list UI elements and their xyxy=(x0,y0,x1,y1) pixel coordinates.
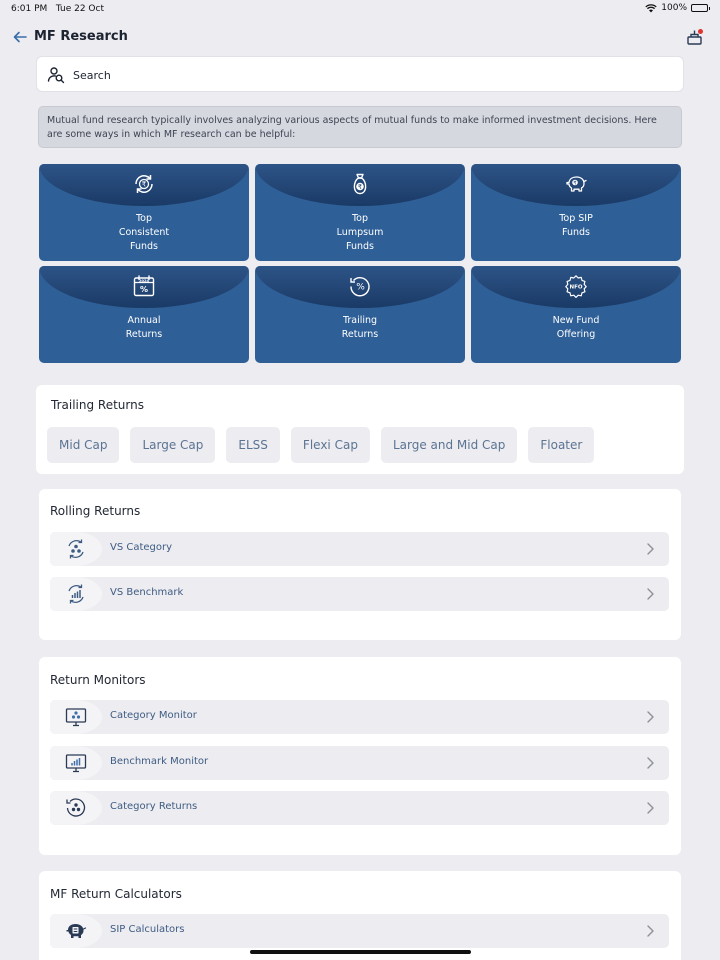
chevron-right-icon xyxy=(643,924,657,938)
monitor-category-icon xyxy=(65,706,87,728)
intro-text: Mutual fund research typically involves analyzing various aspects of mutual funds to make informed investment decisions. Here are some ways in which MF research can be helpful: xyxy=(38,106,682,148)
category-cycle-icon xyxy=(65,538,87,560)
chevron-right-icon xyxy=(643,710,657,724)
svg-text:%: % xyxy=(356,282,365,293)
section-title: Rolling Returns xyxy=(50,504,141,518)
nfo-badge-icon xyxy=(564,274,588,298)
broadcast-icon[interactable] xyxy=(686,28,704,46)
calendar-2024-icon xyxy=(132,274,156,298)
row-sip-calculators[interactable] xyxy=(50,914,669,948)
rupee-refresh-icon xyxy=(132,172,156,196)
piggy-calculator-icon xyxy=(65,920,87,942)
row-vs-benchmark[interactable] xyxy=(50,577,669,611)
row-label: VS Category xyxy=(110,542,173,553)
tile-label: New Fund Offering xyxy=(552,315,600,340)
row-category-returns[interactable] xyxy=(50,791,669,825)
money-bag-icon xyxy=(348,172,372,196)
wifi-icon xyxy=(645,4,657,13)
battery-percent: 100% xyxy=(661,3,687,13)
nav-bar xyxy=(0,24,720,50)
page-title: MF Research xyxy=(34,29,128,44)
svg-text:₹: ₹ xyxy=(573,180,577,187)
search-bar[interactable] xyxy=(36,56,684,92)
tile-label: Top Lumpsum Funds xyxy=(336,213,384,252)
return-calculators-card xyxy=(39,871,681,960)
chip-floater[interactable]: Floater xyxy=(528,427,594,463)
trailing-returns-card xyxy=(36,385,684,474)
tile-label: Trailing Returns xyxy=(341,315,379,340)
battery-icon xyxy=(691,4,708,12)
chip-large-cap[interactable]: Large Cap xyxy=(130,427,215,463)
row-label: Benchmark Monitor xyxy=(110,756,209,767)
tile-label: Top SIP Funds xyxy=(559,213,593,238)
tile-label: Annual Returns xyxy=(125,315,163,340)
status-time: 6:01 PM Tue 22 Oct xyxy=(11,4,104,14)
row-vs-category[interactable] xyxy=(50,532,669,566)
category-chips xyxy=(47,427,594,463)
return-monitors-card xyxy=(39,657,681,855)
section-title: Trailing Returns xyxy=(51,398,144,412)
svg-text:NFO: NFO xyxy=(569,284,583,291)
row-category-monitor[interactable] xyxy=(50,700,669,734)
chip-flexi-cap[interactable]: Flexi Cap xyxy=(291,427,370,463)
row-label: SIP Calculators xyxy=(110,924,185,935)
svg-text:%: % xyxy=(139,285,149,294)
chip-large-and-mid-cap[interactable]: Large and Mid Cap xyxy=(381,427,517,463)
monitor-chart-icon xyxy=(65,752,87,774)
row-label: VS Benchmark xyxy=(110,587,184,598)
chevron-right-icon xyxy=(643,587,657,601)
rolling-returns-card xyxy=(39,489,681,640)
tile-label: Top Consistent Funds xyxy=(118,213,170,252)
chip-elss[interactable]: ELSS xyxy=(226,427,280,463)
chevron-right-icon xyxy=(643,756,657,770)
svg-text:2024: 2024 xyxy=(138,278,150,283)
section-title: Return Monitors xyxy=(50,673,146,687)
tile-top-consistent-funds[interactable] xyxy=(39,164,249,261)
section-title: MF Return Calculators xyxy=(50,887,182,901)
home-indicator[interactable] xyxy=(250,950,471,954)
user-search-icon xyxy=(47,66,65,84)
research-tiles xyxy=(39,164,681,363)
benchmark-cycle-icon xyxy=(65,583,87,605)
status-right xyxy=(645,3,708,13)
category-return-icon xyxy=(65,797,87,819)
percent-undo-icon xyxy=(348,274,372,298)
chevron-right-icon xyxy=(643,542,657,556)
svg-text:₹: ₹ xyxy=(141,180,147,189)
search-input[interactable] xyxy=(73,65,653,85)
tile-top-sip-funds[interactable] xyxy=(471,164,681,261)
row-label: Category Monitor xyxy=(110,710,197,721)
chip-mid-cap[interactable]: Mid Cap xyxy=(47,427,119,463)
chevron-right-icon xyxy=(643,801,657,815)
tile-top-lumpsum-funds[interactable] xyxy=(255,164,465,261)
piggy-bank-icon xyxy=(564,172,588,196)
row-benchmark-monitor[interactable] xyxy=(50,746,669,780)
svg-text:₹: ₹ xyxy=(357,183,363,191)
tile-trailing-returns[interactable] xyxy=(255,266,465,363)
row-label: Category Returns xyxy=(110,801,198,812)
back-arrow-icon[interactable] xyxy=(12,29,28,45)
status-bar xyxy=(0,0,720,18)
tile-new-fund-offering[interactable] xyxy=(471,266,681,363)
tile-annual-returns[interactable] xyxy=(39,266,249,363)
